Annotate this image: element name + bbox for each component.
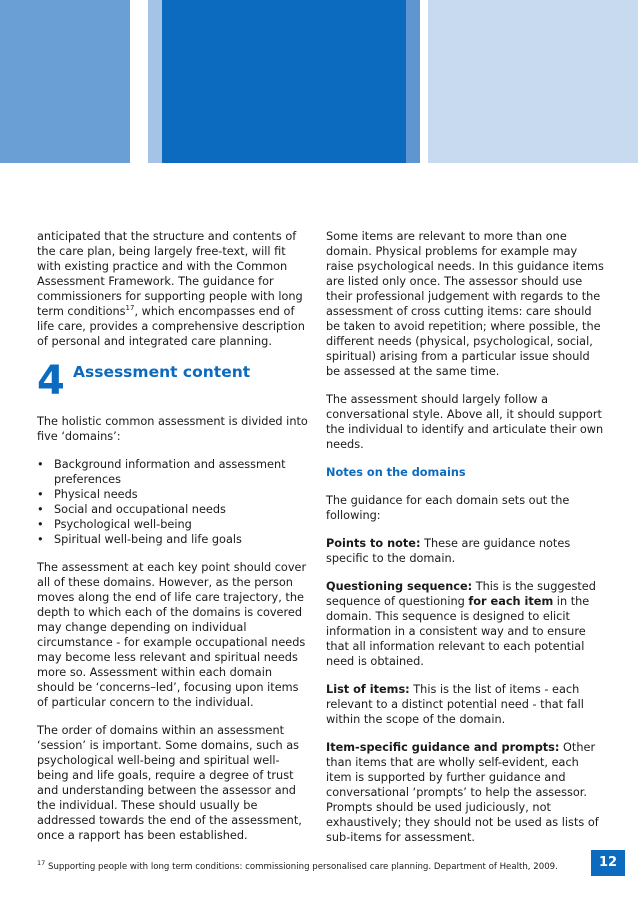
section-title: Assessment content — [73, 363, 251, 381]
list-item: • Physical needs — [37, 487, 309, 502]
footnote-ref[interactable]: 17 — [125, 304, 135, 313]
header-band-2 — [148, 0, 162, 163]
section-heading — [37, 358, 309, 404]
guidance-note: Item-specific guidance and prompts: Other than items that are wholly self-evident, each item is supported by further guidance and conversational ‘prompts’ to help the assessor. Prompts should be used judiciously, not exhaustively; they should not be used as lists of sub-items for assessment. — [326, 741, 599, 844]
list-note: List of items: This is the list of items - each relevant to a distinct potential need - that fall within the scope of the domain. — [326, 683, 584, 726]
page-number: 12 — [591, 850, 625, 876]
footnote: $^{17}$ Supporting people with long term conditions: commissioning personalised care planning. Department of Health, 2009. — [37, 859, 558, 872]
points-note: Points to note: These are guidance notes specific to the domain. — [326, 537, 571, 565]
order-paragraph: The order of domains within an assessment ‘session’ is important. Some domains, such as psychological well-being and spiritual well-being and life goals, require a degree of trust and understanding between the assessor and the individual. These should usually be addressed towards the end of the assessment, once a rapport has been established. — [37, 724, 302, 842]
left-column — [37, 229, 309, 856]
section-number: 4 — [37, 358, 65, 404]
header-band-4 — [406, 0, 420, 163]
coverage-paragraph: The assessment at each key point should cover all of these domains. However, as the person moves along the end of life care trajectory, the depth to which each of the domains is covered may change depending on individual circumstance - for example occupational needs may become less relevant and spiritual needs more so. Assessment within each domain should be ‘concerns–led’, focusing upon items of particular concern to the individual. — [37, 561, 307, 709]
header-band-5 — [428, 0, 638, 163]
questioning-note: Questioning sequence: This is the suggested sequence of questioning for each item in the domain. This sequence is designed to elicit information in a consistent way and to ensure that all information relevant to each potential need is obtained. — [326, 580, 596, 668]
right-column — [326, 229, 604, 858]
header-band-1 — [0, 0, 130, 163]
list-item: • Psychological well-being — [37, 517, 309, 532]
domains-intro: The holistic common assessment is divided into five ‘domains’: — [37, 415, 308, 443]
header-band-3 — [162, 0, 406, 163]
notes-heading: Notes on the domains — [326, 466, 466, 479]
domains-list — [37, 457, 309, 547]
list-item: • Background information and assessment preferences — [37, 457, 309, 487]
style-paragraph: The assessment should largely follow a conversational style. Above all, it should support the individual to identify and articulate their own needs. — [326, 393, 604, 451]
list-item: • Spiritual well-being and life goals — [37, 532, 309, 547]
notes-intro: The guidance for each domain sets out the following: — [326, 494, 570, 522]
list-item: • Social and occupational needs — [37, 502, 309, 517]
intro-paragraph: anticipated that the structure and contents of the care plan, being largely free-text, will fit with existing practice and with the Common Assessment Framework. The guidance for commissioners for supporting people with long term conditions$^{17}$, which encompasses end of life care, provides a comprehensive description of personal and integrated care planning. — [37, 230, 305, 348]
items-paragraph: Some items are relevant to more than one domain. Physical problems for example may raise psychological needs. In this guidance items are listed only once. The assessor should use their professional judgement with regards to the assessment of cross cutting items: care should be taken to avoid repetition; where possible, the different needs (physical, psychological, social, spiritual) arising from a particular issue should be assessed at the same time. — [326, 230, 604, 378]
